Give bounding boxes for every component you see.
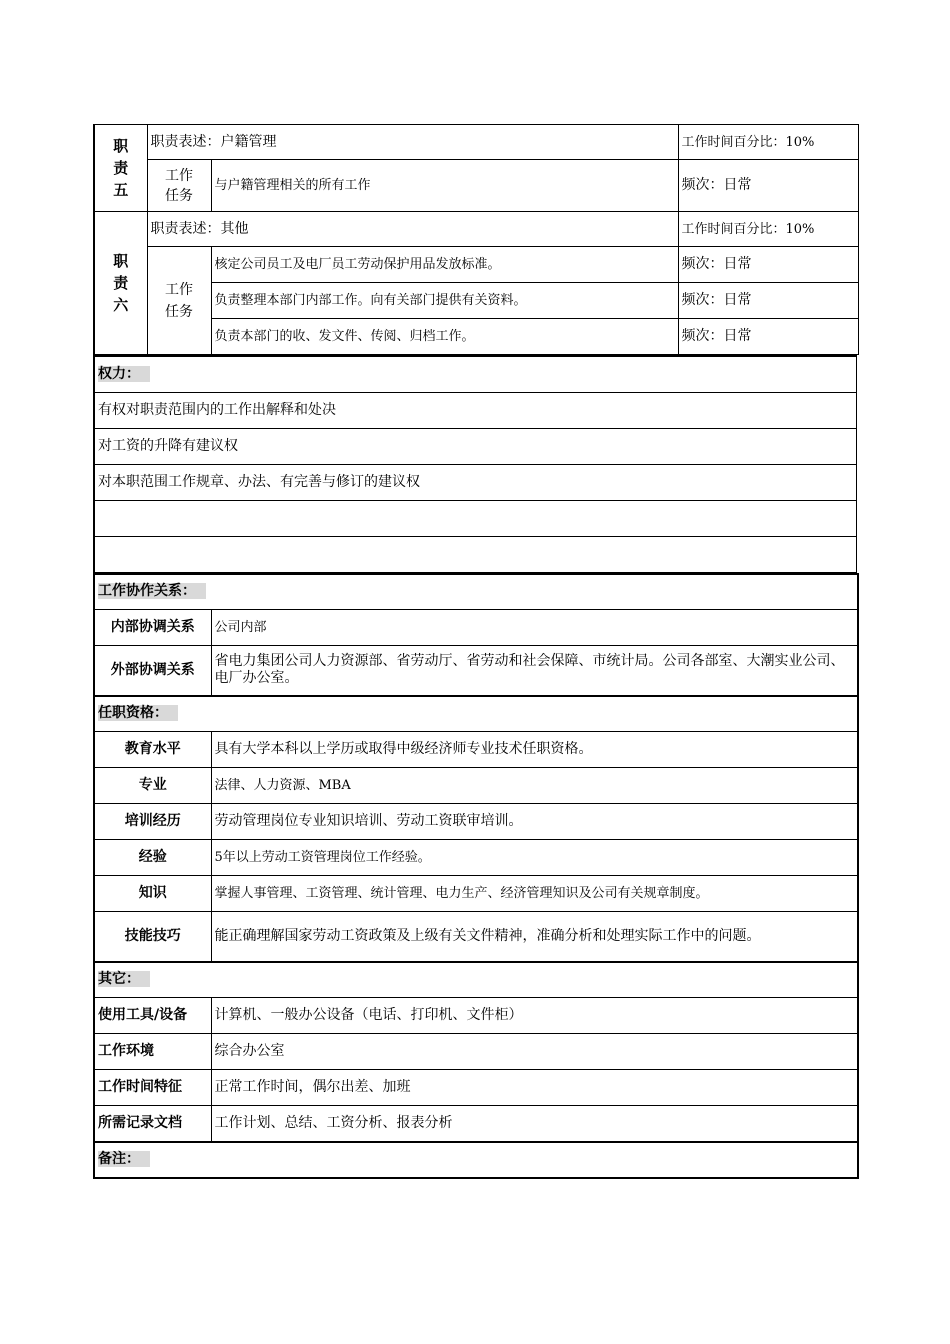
duties-table (93, 124, 859, 355)
qual-value-training: 劳动管理岗位专业知识培训、劳动工资联审培训。 (211, 804, 858, 840)
internal-label: 内部协调关系 (94, 610, 211, 646)
power-item-4 (94, 500, 857, 536)
internal-value: 公司内部 (211, 610, 858, 646)
qual-label-skills: 技能技巧 (94, 912, 211, 962)
duty6-task-freq-3: 频次：日常 (678, 319, 858, 355)
other-value-documents: 工作计划、总结、工资分析、报表分析 (211, 1106, 858, 1142)
details-table (93, 573, 859, 1179)
qual-label-knowledge: 知识 (94, 876, 211, 912)
qual-value-experience: 5年以上劳动工资管理岗位工作经验。 (211, 840, 858, 876)
power-item-1: 有权对职责范围内的工作出解释和处决 (94, 392, 857, 428)
power-table (93, 355, 857, 573)
duty6-task-freq-2: 频次：日常 (678, 283, 858, 319)
qual-value-skills: 能正确理解国家劳动工资政策及上级有关文件精神，准确分析和处理实际工作中的问题。 (211, 912, 858, 962)
qual-value-knowledge: 掌握人事管理、工资管理、统计管理、电力生产、经济管理知识及公司有关规章制度。 (211, 876, 858, 912)
duty5-task-label: 工作 任务 (147, 160, 211, 212)
duty5-task-freq: 频次：日常 (678, 160, 858, 212)
duty6-task-label: 工作 任务 (147, 247, 211, 355)
power-item-3: 对本职范围工作规章、办法、有完善与修订的建议权 (94, 464, 857, 500)
remark-title: 备注： (94, 1142, 858, 1178)
duty6-desc: 职责表述：其他 (147, 212, 678, 247)
other-label-worktime: 工作时间特征 (94, 1070, 211, 1106)
other-label-documents: 所需记录文档 (94, 1106, 211, 1142)
power-item-5 (94, 536, 857, 572)
other-value-environment: 综合办公室 (211, 1034, 858, 1070)
relations-title: 工作协作关系： (94, 574, 858, 610)
other-value-worktime: 正常工作时间，偶尔出差、加班 (211, 1070, 858, 1106)
power-item-2: 对工资的升降有建议权 (94, 428, 857, 464)
power-title: 权力： (94, 356, 857, 392)
other-label-tools: 使用工具/设备 (94, 998, 211, 1034)
other-title: 其它： (94, 962, 858, 998)
other-label-environment: 工作环境 (94, 1034, 211, 1070)
other-value-tools: 计算机、一般办公设备（电话、打印机、文件柜） (211, 998, 858, 1034)
qual-value-major: 法律、人力资源、MBA (211, 768, 858, 804)
external-value: 省电力集团公司人力资源部、省劳动厅、省劳动和社会保障、市统计局。公司各部室、大潮实业公司、电厂办公室。 (211, 646, 858, 696)
duty5-heading: 职 责 五 (94, 125, 147, 212)
duty6-task-freq-1: 频次：日常 (678, 247, 858, 283)
duty5-desc: 职责表述：户籍管理 (147, 125, 678, 160)
qual-label-major: 专业 (94, 768, 211, 804)
duty6-percent: 工作时间百分比：10% (678, 212, 858, 247)
duty5-task-text: 与户籍管理相关的所有工作 (211, 160, 678, 212)
job-description-document (93, 124, 857, 1179)
duty6-task-text-1: 核定公司员工及电厂员工劳动保护用品发放标准。 (211, 247, 678, 283)
qual-value-education: 具有大学本科以上学历或取得中级经济师专业技术任职资格。 (211, 732, 858, 768)
qualification-title: 任职资格： (94, 696, 858, 732)
qual-label-education: 教育水平 (94, 732, 211, 768)
external-label: 外部协调关系 (94, 646, 211, 696)
duty5-percent: 工作时间百分比：10% (678, 125, 858, 160)
duty6-heading: 职 责 六 (94, 212, 147, 355)
qual-label-experience: 经验 (94, 840, 211, 876)
qual-label-training: 培训经历 (94, 804, 211, 840)
duty6-task-text-3: 负责本部门的收、发文件、传阅、归档工作。 (211, 319, 678, 355)
duty6-task-text-2: 负责整理本部门内部工作。向有关部门提供有关资料。 (211, 283, 678, 319)
